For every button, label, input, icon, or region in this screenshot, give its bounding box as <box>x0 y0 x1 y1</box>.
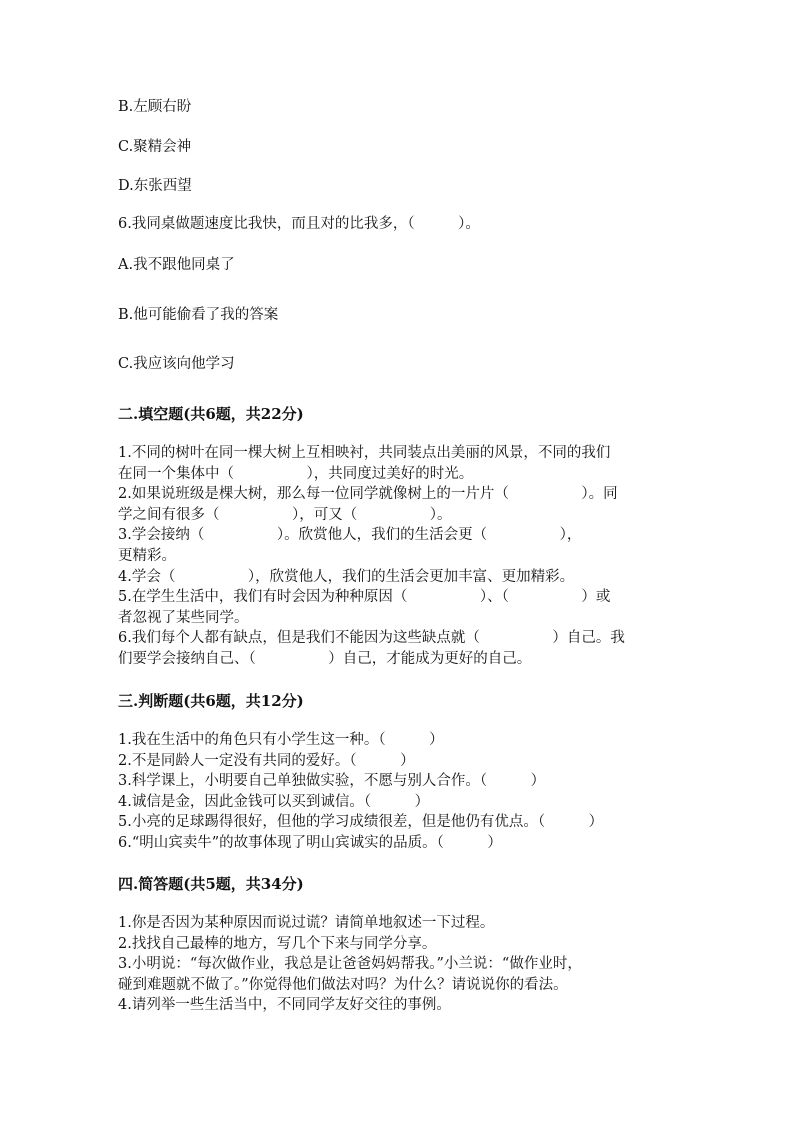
q5-option-d: D.东张西望 <box>118 178 192 194</box>
short-line: 2.找找自己最棒的地方，写几个下来与同学分享。 <box>118 935 437 952</box>
fill-line: 2.如果说班级是棵大树，那么每一位同学就像树上的一片片（ ）。同 <box>118 486 618 503</box>
fill-line: 在同一个集体中（ ），共同度过美好的时光。 <box>118 465 474 482</box>
section-title-judge: 三.判断题(共6题，共12分) <box>118 692 304 710</box>
judge-line: 1.我在生活中的角色只有小学生这一种。（ ） <box>118 732 444 748</box>
fill-line: 4.学会（ ），欣赏他人，我们的生活会更加丰富、更加精彩。 <box>118 568 575 585</box>
judge-line: 3.科学课上，小明要自己单独做实验，不愿与别人合作。（ ） <box>118 773 546 790</box>
fill-line: 1.不同的树叶在同一棵大树上互相映衬，共同装点出美丽的风景，不同的我们 <box>118 445 611 461</box>
q5-option-b: B.左顾右盼 <box>118 99 192 115</box>
fill-line: 6.我们每个人都有缺点，但是我们不能因为这些缺点就（ ）自己。我 <box>118 630 625 647</box>
fill-questions <box>118 443 678 670</box>
q6-option-c: C.我应该向他学习 <box>118 356 235 372</box>
fill-line: 3.学会接纳（ ）。欣赏他人，我们的生活会更（ ）， <box>118 527 582 544</box>
q6-option-b: B.他可能偷看了我的答案 <box>118 307 279 323</box>
judge-line: 5.小亮的足球踢得很好，但他的学习成绩很差，但是他仍有优点。（ ） <box>118 814 604 831</box>
fill-line: 5.在学生生活中，我们有时会因为种种原因（ ）、（ ）或 <box>118 589 611 606</box>
fill-line: 更精彩。 <box>118 547 176 564</box>
short-line: 1.你是否因为某种原因而说过谎？请简单地叙述一下过程。 <box>118 915 495 931</box>
q6-question: 6.我同桌做题速度比我快，而且对的比我多，（ ）。 <box>118 216 480 232</box>
section-title-short: 四.简答题(共5题，共34分) <box>118 875 304 893</box>
judge-line: 4.诚信是金，因此金钱可以买到诚信。（ ） <box>118 793 430 810</box>
judge-line: 2.不是同龄人一定没有共同的爱好。（ ） <box>118 752 415 769</box>
short-line: 碰到难题就不做了。”你觉得他们做法对吗？为什么？请说说你的看法。 <box>118 976 568 993</box>
section-title-fill: 二.填空题(共6题，共22分) <box>118 405 304 423</box>
short-line: 4.请列举一些生活当中，不同同学友好交往的事例。 <box>118 997 451 1014</box>
short-questions <box>118 913 678 1016</box>
q5-option-c: C.聚精会神 <box>118 139 192 155</box>
q6-option-a: A.我不跟他同桌了 <box>118 257 235 273</box>
judge-line: 6.“明山宾卖牛”的故事体现了明山宾诚实的品质。（ ） <box>118 834 502 851</box>
fill-line: 者忽视了某些同学。 <box>118 609 249 626</box>
judge-questions <box>118 730 678 854</box>
fill-line: 学之间有很多（ ），可又（ ）。 <box>118 506 452 523</box>
fill-line: 们要学会接纳自己、（ ）自己，才能成为更好的自己。 <box>118 650 532 667</box>
short-line: 3.小明说：“每次做作业，我总是让爸爸妈妈帮我。”小兰说：“做作业时， <box>118 956 582 973</box>
